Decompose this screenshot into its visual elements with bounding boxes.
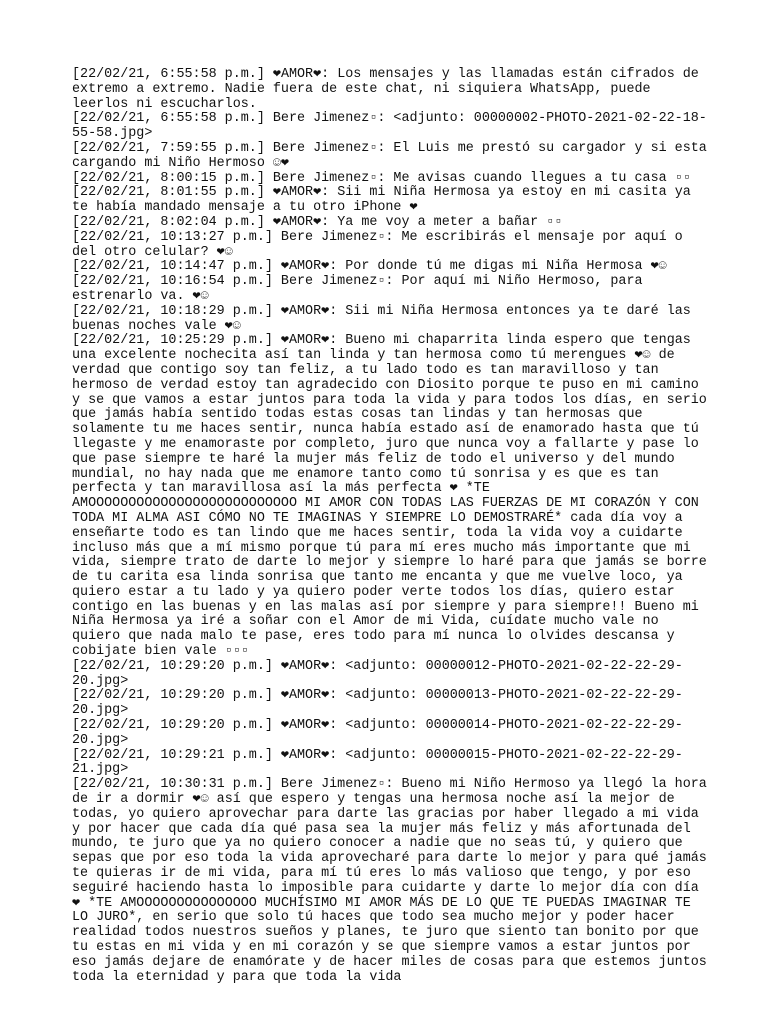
chat-message: [22/02/21, 6:55:58 p.m.] Bere Jimenez▫: <adjunto: 00000002-PHOTO-2021-02-22-18-55-58.jpg> (72, 111, 707, 142)
chat-message: [22/02/21, 10:29:20 p.m.] ❤AMOR❤: <adjunto: 00000014-PHOTO-2021-02-22-22-29-20.jpg> (72, 718, 683, 748)
chat-message: [22/02/21, 8:00:15 p.m.] Bere Jimenez▫: Me avisas cuando llegues a tu casa ▫▫ (72, 170, 691, 186)
chat-message: [22/02/21, 10:18:29 p.m.] ❤AMOR❤: Sii mi Niña Hermosa entonces ya te daré las buenas noches vale ❤☺ (72, 303, 691, 334)
chat-message: [22/02/21, 10:16:54 p.m.] Bere Jimenez▫: Por aquí mi Niño Hermoso, para estrenarlo va. ❤☺ (72, 274, 643, 304)
chat-message: [22/02/21, 10:29:21 p.m.] ❤AMOR❤: <adjunto: 00000015-PHOTO-2021-02-22-22-29-21.jpg> (72, 747, 683, 778)
chat-message: [22/02/21, 10:29:20 p.m.] ❤AMOR❤: <adjunto: 00000013-PHOTO-2021-02-22-22-29-20.jpg> (72, 688, 683, 719)
chat-message: [22/02/21, 10:13:27 p.m.] Bere Jimenez▫: Me escribirás el mensaje por aquí o del otro celular? ❤☺ (72, 229, 683, 260)
chat-message: [22/02/21, 8:02:04 p.m.] ❤AMOR❤: Ya me voy a meter a bañar ▫▫ (72, 214, 563, 230)
chat-message: [22/02/21, 6:55:58 p.m.] ❤AMOR❤: Los mensajes y las llamadas están cifrados de extremo a extremo. Nadie fuera de este chat, ni siquiera WhatsApp, puede leerlos ni escucharlos. (72, 67, 699, 112)
chat-message: [22/02/21, 8:01:55 p.m.] ❤AMOR❤: Sii mi Niña Hermosa ya estoy en mi casita ya te había mandado mensaje a tu otro iPhone ❤ (72, 185, 691, 216)
chat-message: [22/02/21, 10:14:47 p.m.] ❤AMOR❤: Por donde tú me digas mi Niña Hermosa ❤☺ (72, 259, 667, 275)
chat-message: [22/02/21, 10:25:29 p.m.] ❤AMOR❤: Bueno mi chaparrita linda espero que tengas una excelente nochecita así tan linda y tan hermosa como tú merengues ❤☺ de verdad que contigo soy tan feliz, a tu lado todo es tan maravilloso y tan hermoso de verdad estoy tan agradecido con Diosito porque te puso en mi camino y se que vamos a estar juntos para toda la vida y para todos los días, en serio que jamás había sentido todas estas cosas tan lindas y tan hermosas que solamente tu me haces sentir, nunca había estado así de enamorado hasta que tú llegaste y me enamoraste por completo, juro que nunca voy a fallarte y pase lo que pase siempre te haré la mujer más feliz de todo el universo y del mundo mundial, no hay nada que me enamore tanto como tú sonrisa y es que es tan perfecta y tan maravillosa así la más perfecta ❤ *TE AMOOOOOOOOOOOOOOOOOOOOOOOOOO MI AMOR CON TODAS LAS FUERZAS DE MI CORAZÓN Y CON TODA MI ALMA ASI CÓMO NO TE IMAGINAS Y SIEMPRE LO DEMOSTRARÉ* cada día voy a enseñarte todo es tan lindo que me haces sentir, toda la vida voy a cuidarte incluso más que a mí mismo porque tú para mí eres mucho más importante que mi vida, siempre trato de darte lo mejor y siempre lo haré para que jamás se borre de tu carita esa linda sonrisa que tanto me encanta y que me vuelve loco, ya quiero estar a tu lado y ya quiero poder verte todos los días, quiero estar contigo en las buenas y en las malas así por siempre y para siempre!! Bueno mi Niña Hermosa ya iré a soñar con el Amor de mi Vida, cuídate mucho vale no quiero que nada malo te pase, eres todo para mí nunca lo olvides descansa y cobijate bien vale ▫▫▫ (72, 333, 707, 660)
chat-message: [22/02/21, 10:30:31 p.m.] Bere Jimenez▫: Bueno mi Niño Hermoso ya llegó la hora de ir a dormir ❤☺ así que espero y tengas una hermosa noche así la mejor de todas, yo quiero aprovechar para darte las gracias por haber llegado a mi vida y por hacer que cada día qué pasa sea la mujer más feliz y más afortunada del mundo, te juro que ya no quiero conocer a nadie que no seas tú, y quiero que sepas que por eso toda la vida aprovecharé para darte lo mejor y para qué jamás te quieras ir de mi vida, para mí tú eres lo más valioso que tengo, y por eso seguiré haciendo hasta lo imposible para cuidarte y darte lo mejor día con día ❤ *TE AMOOOOOOOOOOOOOOO MUCHÍSIMO MI AMOR MÁS DE LO QUE TE PUEDAS IMAGINAR TE LO JURO*, en serio que solo tú haces que todo sea mucho mejor y poder hacer realidad todos nuestros sueños y planes, te juro que siento tan bonito por que tu estas en mi vida y en mi corazón y se que siempre vamos a estar juntos por eso jamás dejare de enamórate y de hacer miles de cosas para que estemos juntos toda la eternidad y para que toda la vida (72, 777, 707, 985)
chat-message: [22/02/21, 7:59:55 p.m.] Bere Jimenez▫: El Luis me prestó su cargador y si esta cargando mi Niño Hermoso ☺❤ (72, 140, 707, 171)
chat-message: [22/02/21, 10:29:20 p.m.] ❤AMOR❤: <adjunto: 00000012-PHOTO-2021-02-22-22-29-20.jpg> (72, 658, 683, 689)
